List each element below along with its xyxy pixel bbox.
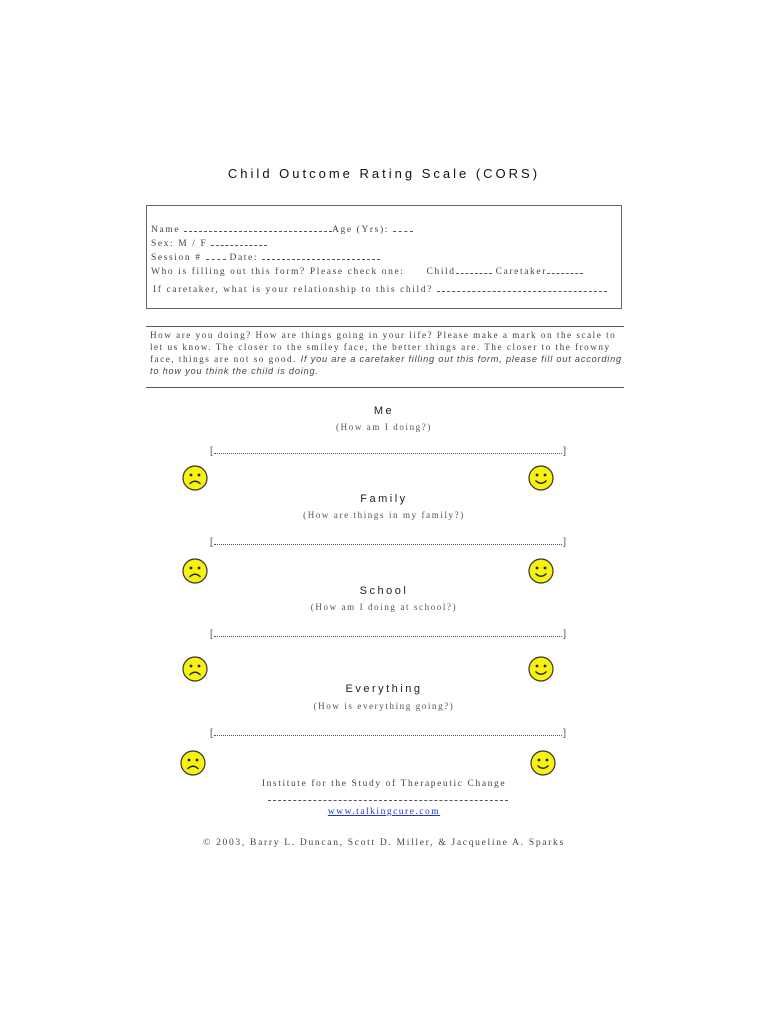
client-info-box [146,205,622,309]
bracket-right: ] [563,537,566,548]
scale-everything-line[interactable] [210,728,566,739]
caretaker-check-field[interactable] [547,265,583,274]
scale-family-title: Family [360,493,408,505]
scale-me-line[interactable] [210,446,566,457]
bracket-right: ] [563,728,566,739]
website-link[interactable]: www.talkingcure.com [327,807,441,817]
age-field[interactable] [393,223,413,232]
age-label: Age (Yrs): [332,225,389,235]
relationship-line [153,283,607,295]
session-field[interactable] [206,251,226,260]
form-title: Child Outcome Rating Scale (CORS) [227,166,541,181]
sex-label: Sex: M / F [151,239,208,249]
frowny-face-icon [182,558,208,584]
child-check-field[interactable] [456,265,492,274]
date-field[interactable] [262,251,380,260]
copyright-text: © 2003, Barry L. Duncan, Scott D. Miller, & Jacqueline A. Sparks [203,838,565,848]
instructions-italic: If you are a caretaker filling out this form, please fill out according to how you think the child is doing. [150,354,622,376]
relationship-field[interactable] [437,283,607,292]
frowny-face-icon [182,656,208,682]
bracket-left: [ [210,446,213,457]
scale-school-line[interactable] [210,629,566,640]
scale-school-title: School [359,585,409,597]
sex-field[interactable] [211,237,267,246]
smiley-face-icon [530,750,556,776]
who-label: Who is filling out this form? Please check one: [151,267,405,277]
caretaker-label: Caretaker [495,267,547,277]
child-label: Child [426,267,456,277]
bracket-left: [ [210,629,213,640]
instructions-box [146,326,624,388]
name-label: Name [151,225,181,235]
frowny-face-icon [182,465,208,491]
scale-school-subtitle: (How am I doing at school?) [310,602,458,612]
institute-name: Institute for the Study of Therapeutic Change [261,779,507,789]
smiley-face-icon [528,465,554,491]
name-age-line [151,223,413,235]
bracket-left: [ [210,537,213,548]
bracket-right: ] [563,629,566,640]
scale-family-line[interactable] [210,537,566,548]
bracket-left: [ [210,728,213,739]
date-label: Date: [229,253,259,263]
session-date-line [151,251,380,263]
scale-everything-title: Everything [345,683,423,695]
scale-me-title: Me [373,405,395,417]
scale-everything-subtitle: (How is everything going?) [313,701,455,711]
frowny-face-icon [180,750,206,776]
relationship-label: If caretaker, what is your relationship to this child? [153,285,433,295]
scale-family-subtitle: (How are things in my family?) [303,510,465,520]
scale-me-subtitle: (How am I doing?) [336,422,432,432]
sex-line [151,237,267,249]
session-label: Session # [151,253,202,263]
footer-divider [268,800,508,801]
instructions-text [150,329,624,377]
name-field[interactable] [184,223,332,232]
smiley-face-icon [528,656,554,682]
who-line [151,265,583,277]
bracket-right: ] [563,446,566,457]
instructions-plain: How are you doing? How are things going in your life? Please make a mark on the scale to let us know. The closer to the smiley face, the better things are. The closer to the frowny face, things are not so good. [150,330,617,364]
smiley-face-icon [528,558,554,584]
